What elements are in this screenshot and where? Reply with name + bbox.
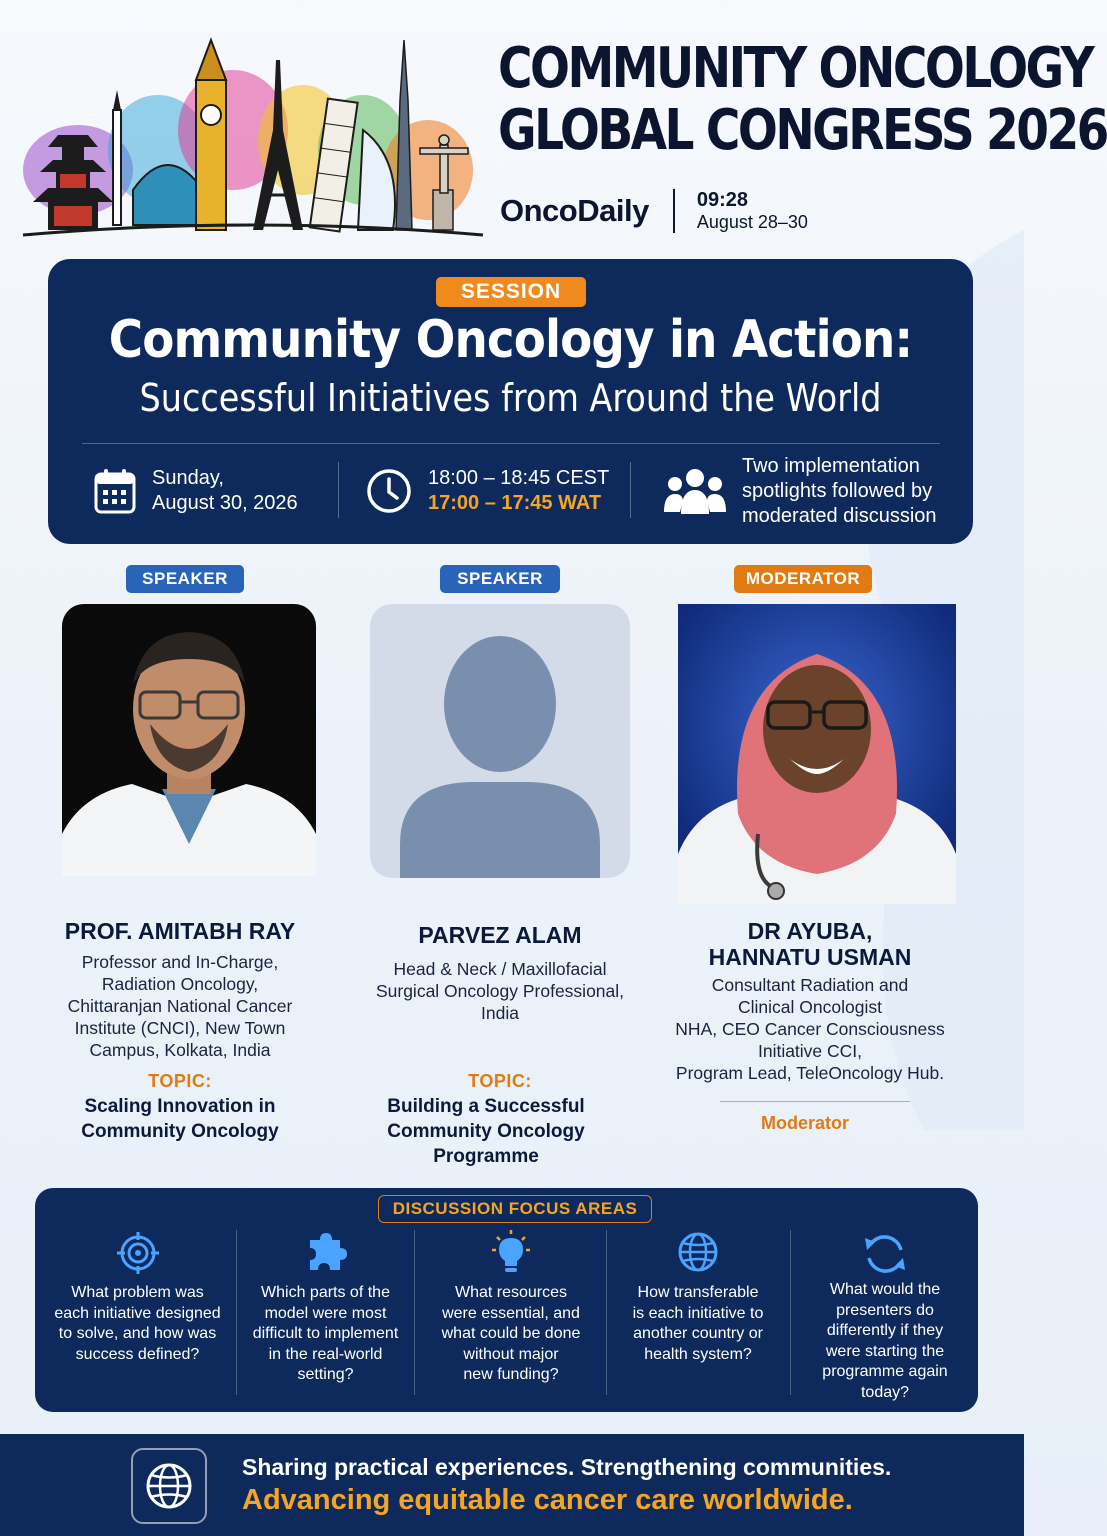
speaker-badge: SPEAKER bbox=[126, 565, 244, 593]
discussion-badge: DISCUSSION FOCUS AREAS bbox=[378, 1195, 652, 1223]
speaker-photo-amitabh-ray bbox=[62, 604, 316, 876]
oncodaily-logo: OncoDaily bbox=[500, 193, 649, 228]
info-divider bbox=[338, 462, 339, 518]
globe-icon bbox=[676, 1230, 720, 1274]
target-icon bbox=[115, 1230, 161, 1276]
discussion-question: How transferable is each initiative to another country or health system? bbox=[612, 1228, 784, 1406]
session-divider bbox=[82, 443, 940, 444]
speaker-badge: SPEAKER bbox=[440, 565, 560, 593]
calendar-icon bbox=[94, 468, 136, 514]
discussion-question: What resources were essential, and what could be done without major new funding? bbox=[420, 1228, 602, 1406]
moderator-description: Consultant Radiation and Clinical Oncologist NHA, CEO Cancer Consciousness Initiative CCI, Program Lead, TeleOncology Hub. bbox=[675, 975, 945, 1083]
topic-label: TOPIC: bbox=[148, 1071, 212, 1091]
speaker-topic: Building a Successful Community Oncology Programme bbox=[387, 1096, 585, 1167]
time-wat: 17:00 – 17:45 WAT bbox=[428, 492, 602, 514]
session-day: Sunday, bbox=[152, 467, 224, 489]
format-line: Two implementation bbox=[742, 454, 920, 477]
person-silhouette-icon bbox=[370, 604, 630, 878]
speaker-description: Professor and In-Charge, Radiation Oncology, Chittaranjan National Cancer Institute (CNCI), New Town Campus, Kolkata, India bbox=[67, 952, 293, 1060]
session-date bbox=[94, 455, 298, 527]
refresh-icon bbox=[861, 1230, 909, 1278]
session-time bbox=[366, 455, 609, 527]
format-line: moderated discussion bbox=[742, 504, 937, 527]
brand-divider bbox=[673, 189, 675, 233]
moderator-photo-hannatu-usman bbox=[678, 604, 956, 904]
group-icon bbox=[664, 466, 726, 516]
event-dates: August 28–30 bbox=[696, 212, 808, 232]
world-landmarks-illustration bbox=[18, 20, 488, 250]
time-cest: 18:00 – 18:45 CEST bbox=[428, 467, 610, 489]
info-divider bbox=[630, 462, 631, 518]
lightbulb-icon bbox=[488, 1230, 534, 1276]
clock-icon bbox=[366, 468, 412, 514]
session-date-value: August 30, 2026 bbox=[152, 492, 298, 514]
session-title: Community Oncology in Action: bbox=[108, 310, 913, 370]
footer-mission: Advancing equitable cancer care worldwide. bbox=[242, 1484, 853, 1516]
speaker-topic: Scaling Innovation in Community Oncology bbox=[81, 1096, 279, 1142]
speaker-name: PARVEZ ALAM bbox=[418, 922, 582, 948]
topic-label: TOPIC: bbox=[468, 1071, 532, 1091]
speaker-photo-placeholder bbox=[370, 604, 630, 878]
moderator-role-label: Moderator bbox=[760, 1113, 849, 1133]
globe-icon bbox=[131, 1448, 207, 1524]
speaker-name: PROF. AMITABH RAY bbox=[64, 918, 296, 944]
session-badge: SESSION bbox=[436, 277, 586, 307]
moderator-name: DR AYUBA, HANNATU USMAN bbox=[708, 918, 912, 970]
moderator-divider bbox=[720, 1101, 910, 1102]
format-line: spotlights followed by bbox=[742, 479, 933, 502]
session-subtitle: Successful Initiatives from Around the World bbox=[139, 376, 882, 420]
congress-title: COMMUNITY ONCOLOGY GLOBAL CONGRESS 2026 bbox=[498, 36, 1107, 163]
discussion-question: Which parts of the model were most difficult to implement in the real-world setting? bbox=[243, 1228, 408, 1406]
event-time-value: 09:28 bbox=[696, 189, 748, 211]
speaker-description: Head & Neck / Maxillofacial Surgical Oncology Professional, India bbox=[375, 959, 625, 1023]
brand-row bbox=[500, 186, 808, 236]
moderator-badge: MODERATOR bbox=[734, 565, 872, 593]
question-divider bbox=[414, 1230, 415, 1395]
question-divider bbox=[790, 1230, 791, 1395]
discussion-question: What would the presenters do differently if they were starting the programme again today? bbox=[796, 1228, 974, 1406]
session-format bbox=[664, 455, 937, 527]
discussion-question: What problem was each initiative designed to solve, and how was success defined? bbox=[50, 1228, 225, 1406]
footer-tagline: Sharing practical experiences. Strengthening communities. bbox=[242, 1454, 892, 1480]
event-time bbox=[697, 189, 808, 233]
question-divider bbox=[236, 1230, 237, 1395]
question-divider bbox=[606, 1230, 607, 1395]
puzzle-icon bbox=[304, 1230, 348, 1274]
